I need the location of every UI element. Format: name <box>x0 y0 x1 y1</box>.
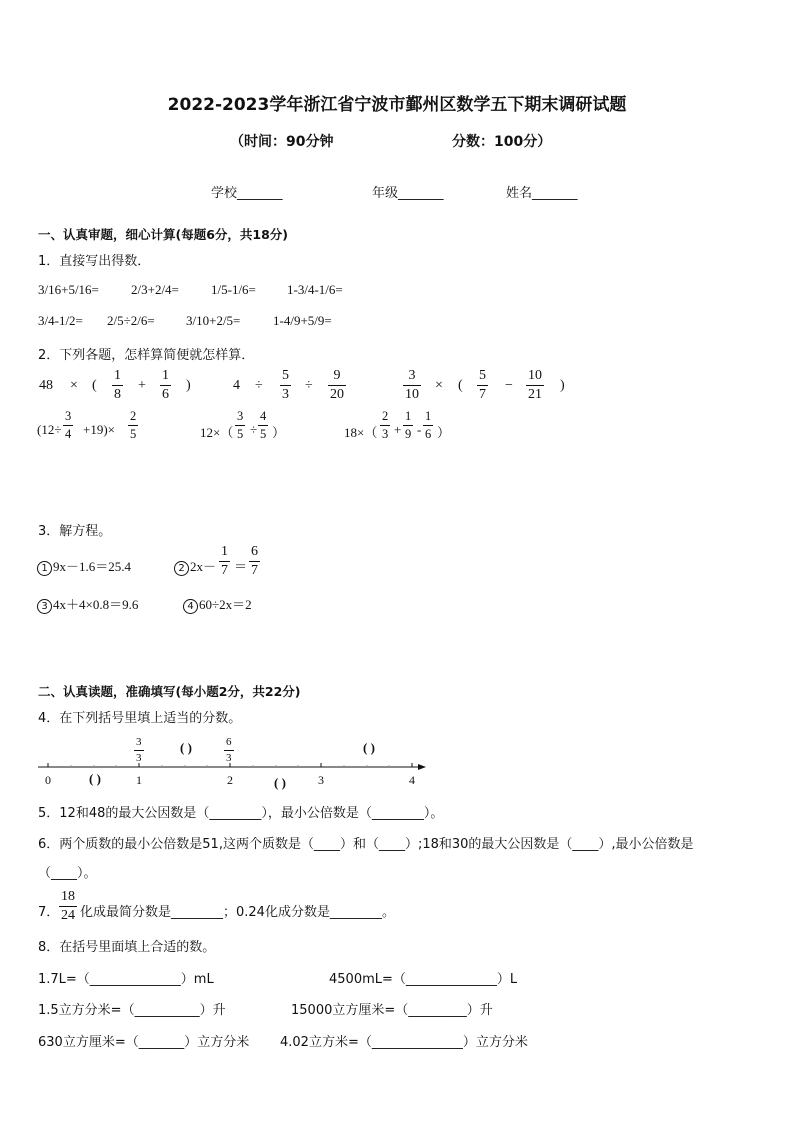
right-paren: ) <box>186 378 191 393</box>
fraction: 2 3 <box>382 409 389 441</box>
question-5: 5．12和48的最大公因数是（________），最小公倍数是（________）。 <box>38 806 444 821</box>
expr-text: (12÷ <box>37 422 62 437</box>
fraction: 1 7 <box>221 544 228 578</box>
expr-text: 18×（ <box>344 425 378 440</box>
divide-sign: ÷ <box>305 378 313 393</box>
conversion-item: 15000立方厘米=（_________）升 <box>291 1003 493 1018</box>
grade-field: 年级_______ <box>372 186 444 201</box>
divide-sign: ÷ <box>250 422 258 437</box>
question-1-label: 1．直接写出得数． <box>38 254 151 269</box>
operand: 48 <box>39 378 53 393</box>
section-2-title: 二、认真读题，准确填写(每小题2分，共22分) <box>38 684 301 699</box>
fraction: 2 5 <box>130 409 137 441</box>
circled-number: 3 <box>37 599 52 614</box>
fraction: 4 5 <box>260 409 267 441</box>
fraction: 18 24 <box>61 889 75 923</box>
calc-item: 3/16+5/16= <box>38 282 99 297</box>
page-title: 2022-2023学年浙江省宁波市鄞州区数学五下期末调研试题 <box>167 95 627 115</box>
tick-label: 3 <box>318 773 324 787</box>
equation-text: 4x＋4×0.8＝9.6 <box>53 597 139 612</box>
equation-text: 9x－1.6＝25.4 <box>53 559 132 574</box>
equation-text: 60÷2x＝2 <box>199 597 252 612</box>
equation-text: 2 2x－ <box>174 556 216 576</box>
equals-sign: ＝ <box>234 559 248 574</box>
fraction: 6 7 <box>251 544 258 578</box>
question-2-label: 2．下列各题，怎样算简便就怎样算． <box>38 348 255 363</box>
plus-sign: + <box>394 422 402 437</box>
question-4-label: 4．在下列括号里填上适当的分数。 <box>38 711 242 726</box>
fraction: 5 3 <box>282 368 289 402</box>
minus-sign: − <box>505 378 513 393</box>
calc-item: 2/3+2/4= <box>131 282 179 297</box>
expr-text: 12×（ <box>200 425 234 440</box>
divide-sign: ÷ <box>255 378 263 393</box>
expr-text: ） <box>437 425 451 440</box>
operand: 4 <box>233 378 240 393</box>
school-field: 学校_______ <box>211 186 283 201</box>
question-3-label: 3．解方程。 <box>38 524 112 539</box>
fraction: 1 6 <box>162 368 169 402</box>
question-text: 化成最简分数是________；0.24化成分数是________。 <box>80 905 395 920</box>
fraction: 5 7 <box>479 368 486 402</box>
calc-item: 1-3/4-1/6= <box>287 282 343 297</box>
conversion-item: 1.7L=（______________）mL <box>38 972 214 987</box>
left-paren: ( <box>92 378 97 393</box>
circled-number: 1 <box>37 561 52 576</box>
answer-blank[interactable]: ( ) <box>363 740 375 755</box>
fraction: 1 9 <box>405 409 412 441</box>
conversion-item: 630立方厘米=（_______）立方分米 <box>38 1035 250 1050</box>
conversion-item: 1.5立方分米=（__________）升 <box>38 1003 226 1018</box>
question-8-label: 8．在括号里面填上合适的数。 <box>38 940 216 955</box>
exam-score: 分数：100分） <box>452 134 552 150</box>
minus-sign: - <box>417 422 422 437</box>
fraction: 9 20 <box>330 368 344 402</box>
tick-label: 2 <box>227 773 233 787</box>
answer-blank[interactable]: ( ) <box>274 775 286 790</box>
fraction: 6 3 <box>226 736 232 764</box>
conversion-item: 4500mL=（______________）L <box>329 972 518 987</box>
fraction: 10 21 <box>528 368 542 402</box>
calc-item: 1-4/9+5/9= <box>273 313 332 328</box>
calc-item: 2/5÷2/6= <box>107 313 155 328</box>
question-6: 6．两个质数的最小公倍数是51,这两个质数是（____）和（____）;18和30的最大公因数是（____）,最小公倍数是 <box>38 837 694 852</box>
times-sign: × <box>70 378 78 393</box>
times-sign: × <box>435 378 443 393</box>
fraction: 3 4 <box>65 409 72 441</box>
tick-label: 4 <box>409 773 415 787</box>
question-number: 7． <box>38 905 60 920</box>
expr-text: +19)× <box>83 422 115 437</box>
circled-number: 2 <box>174 561 189 576</box>
right-paren: ) <box>560 378 565 393</box>
calc-item: 1/5-1/6= <box>211 282 256 297</box>
answer-blank[interactable]: ( ) <box>180 740 192 755</box>
tick-label: 0 <box>45 773 51 787</box>
fraction: 1 8 <box>114 368 121 402</box>
question-6-continued: （____）。 <box>38 866 97 881</box>
fraction: 3 10 <box>405 368 419 402</box>
fraction: 1 6 <box>425 409 432 441</box>
fraction: 3 3 <box>136 736 142 764</box>
calc-item: 3/10+2/5= <box>186 313 241 328</box>
tick-label: 1 <box>136 773 142 787</box>
conversion-item: 4.02立方米=（______________）立方分米 <box>280 1035 528 1050</box>
equation-1 <box>37 556 131 576</box>
plus-sign: + <box>138 378 146 393</box>
fraction: 3 5 <box>237 409 244 441</box>
answer-blank[interactable]: ( ) <box>89 771 101 786</box>
circled-number: 4 <box>183 599 198 614</box>
section-1-title: 一、认真审题，细心计算(每题6分，共18分) <box>38 227 289 242</box>
equation-4 <box>183 594 252 614</box>
expr-text: ） <box>272 425 286 440</box>
left-paren: ( <box>458 378 463 393</box>
equation-3 <box>37 594 138 614</box>
exam-time: （时间：90分钟 <box>230 134 334 150</box>
name-field: 姓名_______ <box>506 186 578 201</box>
calc-item: 3/4-1/2= <box>38 313 83 328</box>
